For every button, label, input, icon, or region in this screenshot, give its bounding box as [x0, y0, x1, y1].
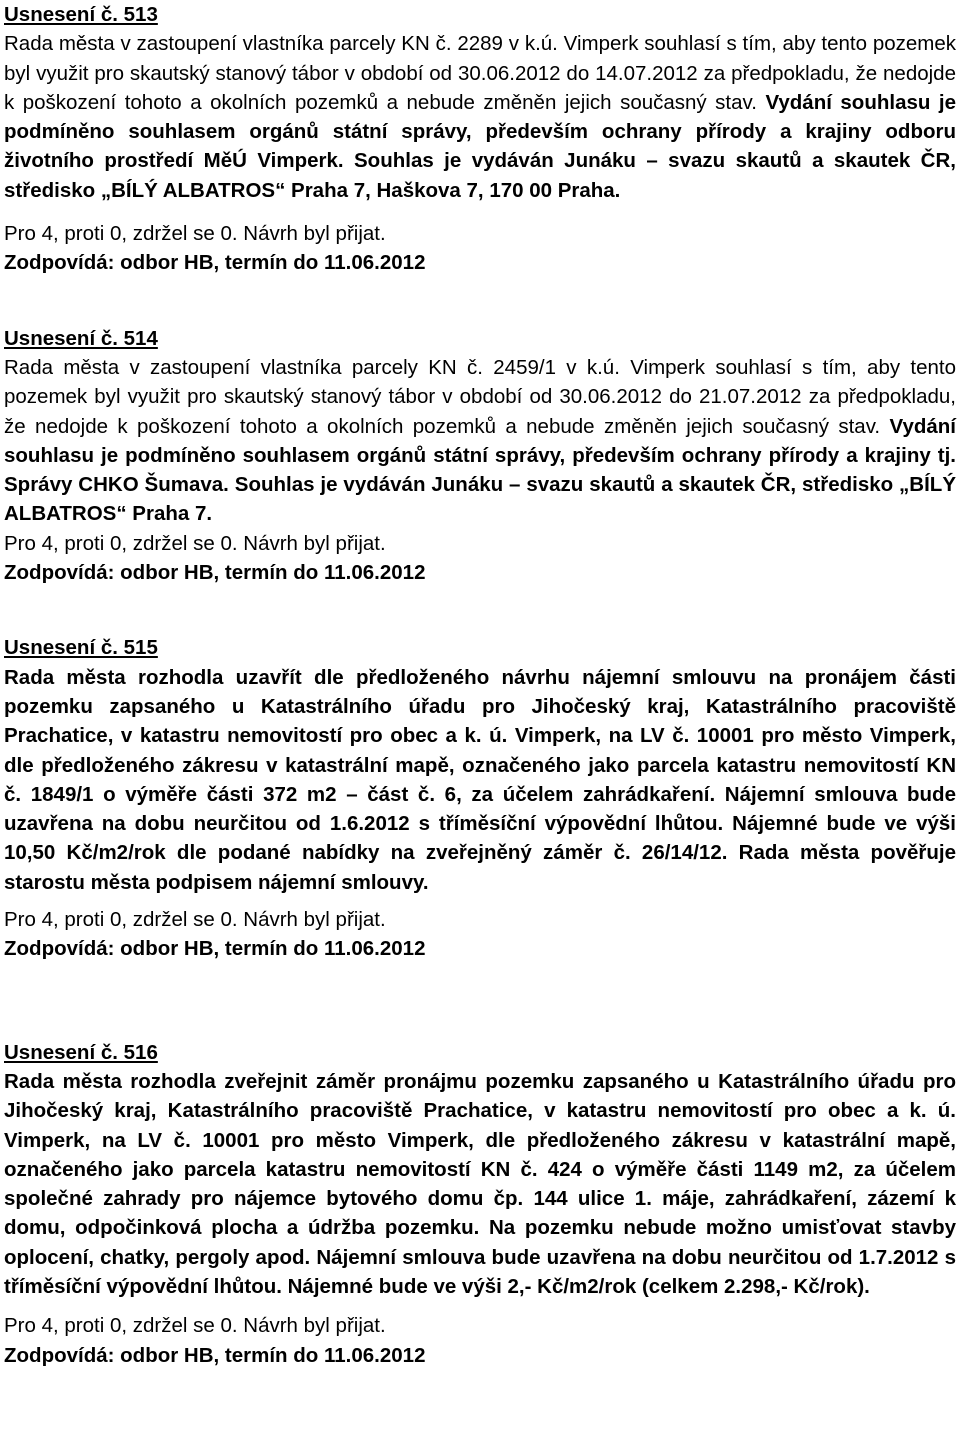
- resolution-516: [4, 1038, 956, 1370]
- vote-result: Pro 4, proti 0, zdržel se 0. Návrh byl přijat.: [4, 1314, 386, 1338]
- responsible-party: Zodpovídá: odbor HB, termín do 11.06.2012: [4, 937, 426, 961]
- resolution-body-bold: Rada města rozhodla zveřejnit záměr pronájmu pozemku zapsaného u Katastrálního úřadu pro Jihočeský kraj, Katastrálního pracoviště Prachatice, v katastru nemovitostí pro obec a k. ú. Vimperk, na LV č. 10001 pro město Vimperk, dle předloženého zákresu v katastrální mapě, označeného jako parcela katastru nemovitostí KN č. 424 o výměře části 1149 m2, za účelem společné zahrady pro nájemce bytového domu čp. 144 ulice 1. máje, zahrádkaření, zázemí k domu, odpočinková plocha a údržba pozemku. Na pozemku nebude možno umisťovat stavby oplocení, chatky, pergoly apod. Nájemní smlouva bude uzavřena na dobu neurčitou od 1.7.2012 s tříměsíční výpovědní lhůtou. Nájemné bude ve výši 2,- Kč/m2/rok (celkem 2.298,- Kč/rok).: [4, 1069, 956, 1298]
- resolution-body: [4, 663, 956, 897]
- resolution-body-bold: Vydání souhlasu je podmíněno souhlasem orgánů státní správy, především ochrany přírody a krajiny tj. Správy CHKO Šumava. Souhlas je vydáván Junáku – svazu skautů a skautek ČR, středisko „BÍLÝ ALBATROS“ Praha 7.: [4, 414, 956, 526]
- document-page: [4, 0, 956, 1370]
- resolution-body: [4, 353, 956, 529]
- resolution-514: [4, 324, 956, 588]
- resolution-513: [4, 0, 956, 278]
- resolution-body-bold: Vydání souhlasu je podmíněno souhlasem orgánů státní správy, především ochrany přírody a krajiny odboru životního prostředí MěÚ Vimperk. Souhlas je vydáván Junáku – svazu skautů a skautek ČR, středisko „BÍLÝ ALBATROS“ Praha 7, Haškova 7, 170 00 Praha.: [4, 90, 956, 202]
- resolution-body-normal: Rada města v zastoupení vlastníka parcely KN č. 2289 v k.ú. Vimperk souhlasí s tím, aby tento pozemek byl využit pro skautský stanový tábor v období od 30.06.2012 do 14.07.2012 za předpokladu, že nedojde k poškození tohoto a okolních pozemků a nebude změněn jejich současný stav.: [4, 32, 956, 114]
- resolution-body-normal: Rada města v zastoupení vlastníka parcely KN č. 2459/1 v k.ú. Vimperk souhlasí s tím, aby tento pozemek byl využit pro skautský stanový tábor v období od 30.06.2012 do 21.07.2012 za předpokladu, že nedojde k poškození tohoto a okolních pozemků a nebude změněn jejich současný stav.: [4, 355, 956, 438]
- responsible-party: Zodpovídá: odbor HB, termín do 11.06.2012: [4, 251, 426, 275]
- vote-result: Pro 4, proti 0, zdržel se 0. Návrh byl přijat.: [4, 222, 386, 246]
- responsible-party: Zodpovídá: odbor HB, termín do 11.06.2012: [4, 1343, 426, 1367]
- resolution-body-bold: Rada města rozhodla uzavřít dle předloženého návrhu nájemní smlouvu na pronájem části pozemku zapsaného u Katastrálního úřadu pro Jihočeský kraj, Katastrálního pracoviště Prachatice, v katastru nemovitostí pro obec a k. ú. Vimperk, na LV č. 10001 pro město Vimperk, dle předloženého zákresu v katastrální mapě, označeného jako parcela katastru nemovitostí KN č. 1849/1 o výměře části 372 m2 – část č. 6, za účelem zahrádkaření. Nájemní smlouva bude uzavřena na dobu neurčitou od 1.6.2012 s tříměsíční výpovědní lhůtou. Nájemné bude ve výši 10,50 Kč/m2/rok dle podané nabídky na zveřejněný záměr č. 26/14/12. Rada města pověřuje starostu města podpisem nájemní smlouvy.: [4, 665, 956, 894]
- resolution-515: [4, 633, 956, 963]
- resolution-body: [4, 29, 956, 205]
- vote-result: Pro 4, proti 0, zdržel se 0. Návrh byl přijat.: [4, 531, 386, 555]
- resolution-heading: Usnesení č. 516: [4, 1040, 158, 1064]
- resolution-heading: Usnesení č. 514: [4, 326, 158, 350]
- vote-result: Pro 4, proti 0, zdržel se 0. Návrh byl přijat.: [4, 908, 386, 932]
- resolution-body: [4, 1067, 956, 1301]
- resolution-heading: Usnesení č. 513: [4, 3, 158, 26]
- resolution-heading: Usnesení č. 515: [4, 636, 158, 660]
- responsible-party: Zodpovídá: odbor HB, termín do 11.06.2012: [4, 561, 426, 585]
